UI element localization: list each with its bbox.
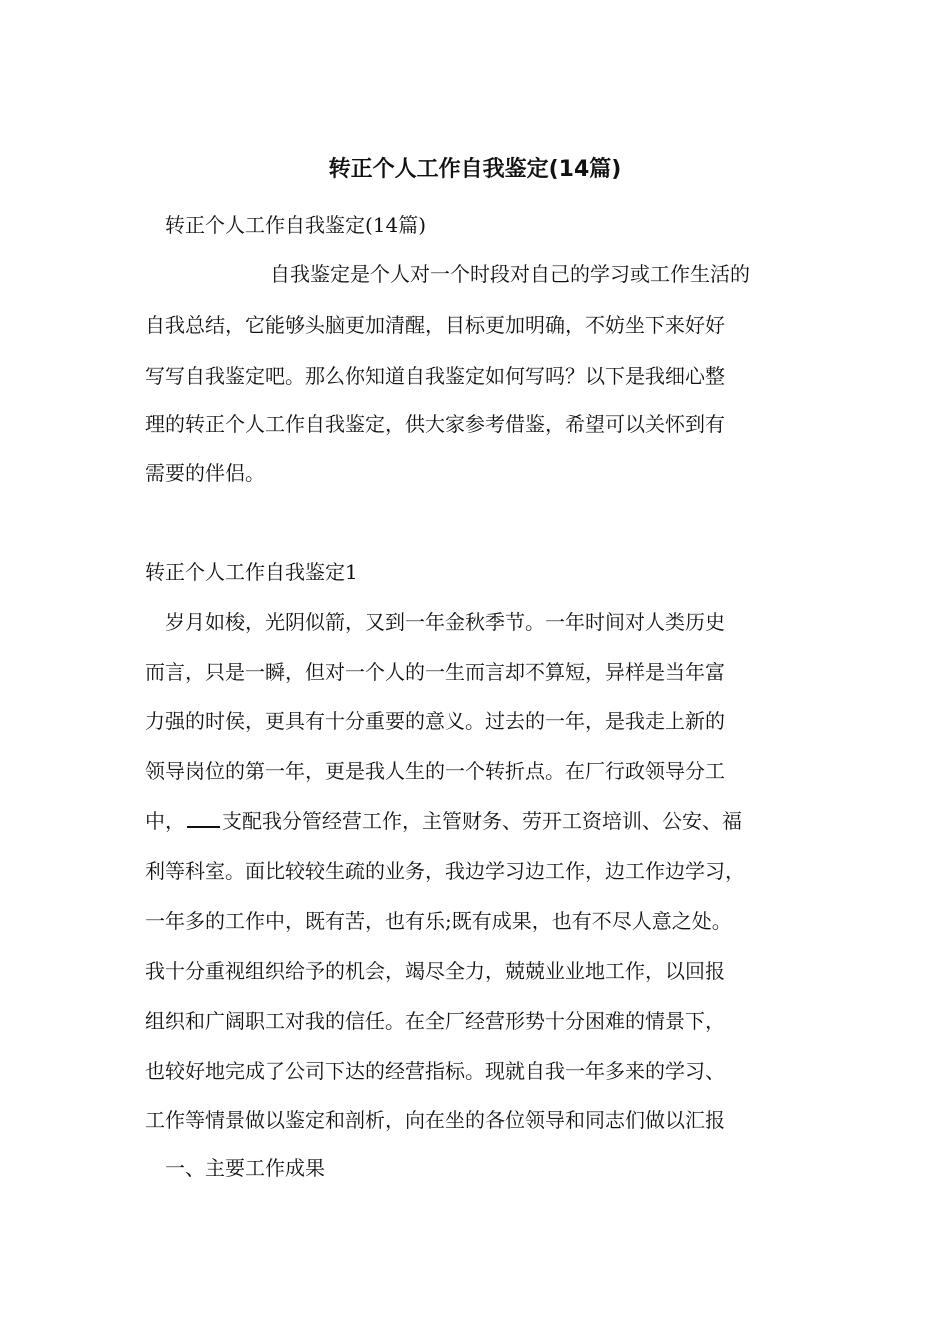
body-line-11: 工作等情景做以鉴定和剖析，向在坐的各位领导和同志们做以汇报 xyxy=(145,1108,725,1132)
body-line-6: 利等科室。面比较较生疏的业务，我边学习边工作，边工作边学习， xyxy=(145,859,745,883)
subheading: 一、主要工作成果 xyxy=(165,1156,325,1180)
body-line-8: 我十分重视组织给予的机会，竭尽全力，兢兢业业地工作，以回报 xyxy=(145,959,725,983)
body-line-5-start: 中， xyxy=(145,809,185,833)
body-line-3: 力强的时侯，更具有十分重要的意义。过去的一年，是我走上新的 xyxy=(145,709,725,733)
intro-line-5: 需要的伴侣。 xyxy=(145,461,265,485)
intro-line-3: 写写自我鉴定吧。那么你知道自我鉴定如何写吗？以下是我细心整 xyxy=(145,364,725,388)
fill-in-blank xyxy=(187,808,220,828)
body-line-4: 领导岗位的第一年，更是我人生的一个转折点。在厂行政领导分工 xyxy=(145,759,725,783)
body-line-9: 组织和广阔职工对我的信任。在全厂经营形势十分困难的情景下， xyxy=(145,1009,725,1033)
document-title: 转正个人工作自我鉴定(14篇) xyxy=(328,157,622,182)
body-line-5 xyxy=(145,805,742,837)
body-line-1: 岁月如梭，光阴似箭，又到一年金秋季节。一年时间对人类历史 xyxy=(165,610,725,634)
body-line-2: 而言，只是一瞬，但对一个人的一生而言却不算短，异样是当年富 xyxy=(145,660,725,684)
body-line-5-rest: 支配我分管经营工作，主管财务、劳开工资培训、公安、福 xyxy=(222,809,742,833)
intro-line-1: 自我鉴定是个人对一个时段对自己的学习或工作生活的 xyxy=(270,262,750,286)
intro-line-4: 理的转正个人工作自我鉴定，供大家参考借鉴，希望可以关怀到有 xyxy=(145,412,725,436)
body-line-7: 一年多的工作中，既有苦，也有乐;既有成果，也有不尽人意之处。 xyxy=(145,909,732,933)
intro-line-2: 自我总结，它能够头脑更加清醒，目标更加明确，不妨坐下来好好 xyxy=(145,313,725,337)
body-line-10: 也较好地完成了公司下达的经营指标。现就自我一年多来的学习、 xyxy=(145,1059,725,1083)
section-heading: 转正个人工作自我鉴定1 xyxy=(145,560,358,584)
document-subtitle: 转正个人工作自我鉴定(14篇) xyxy=(165,213,427,237)
